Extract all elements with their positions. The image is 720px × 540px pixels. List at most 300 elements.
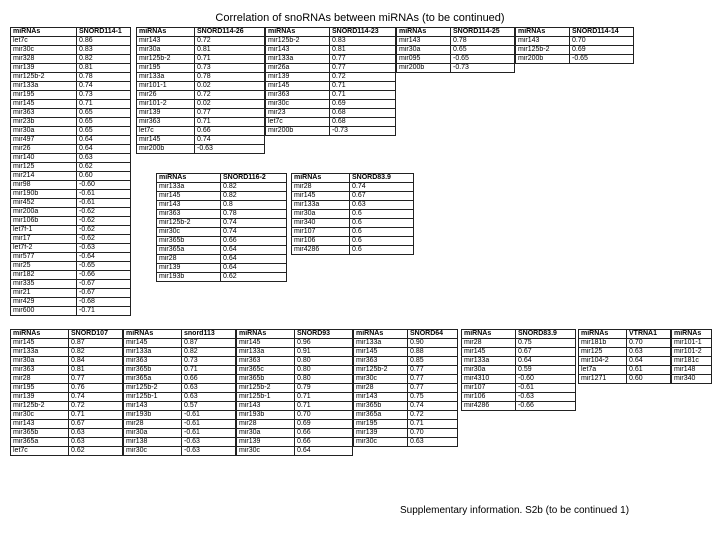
mirna-cell: mir106b [11, 217, 77, 226]
correlation-cell: 0.82 [77, 55, 131, 64]
correlation-cell: 0.77 [69, 375, 123, 384]
column-header: miRNAs [237, 330, 295, 339]
mirna-cell: mir30a [397, 46, 451, 55]
table-row [237, 438, 353, 447]
mirna-cell: mir363 [354, 357, 408, 366]
table-row [137, 82, 265, 91]
mirna-cell: mir145 [124, 339, 182, 348]
table-row [11, 438, 123, 447]
table-row [124, 357, 236, 366]
mirna-cell: mir4310 [462, 375, 516, 384]
table-row [11, 298, 131, 307]
mirna-cell: mir328 [11, 55, 77, 64]
column-header: SNORD93 [295, 330, 353, 339]
mirna-cell: mir143 [137, 37, 195, 46]
mirna-cell: mir28 [124, 420, 182, 429]
correlation-cell: 0.8 [221, 201, 287, 210]
mirna-cell: mir190b [11, 190, 77, 199]
column-header: SNORD114-1 [77, 28, 131, 37]
correlation-cell: 0.91 [295, 348, 353, 357]
mirna-cell: let7c [11, 37, 77, 46]
mirna-cell: mir30c [11, 46, 77, 55]
mirna-cell: mir363 [157, 210, 221, 219]
correlation-cell: 0.69 [330, 100, 396, 109]
table-row [11, 226, 131, 235]
mirna-cell: mir340 [292, 219, 350, 228]
mirna-cell: mir125b-1 [124, 393, 182, 402]
table-row [11, 420, 123, 429]
mirna-cell: mir133a [292, 201, 350, 210]
correlation-cell: 0.81 [195, 46, 265, 55]
mirna-cell: let7c [266, 118, 330, 127]
table-header-row [266, 28, 396, 37]
mirna-cell: mir143 [516, 37, 570, 46]
correlation-cell: 0.63 [350, 201, 414, 210]
table-row [137, 91, 265, 100]
table-snord114-14 [515, 27, 634, 64]
mirna-cell: mir139 [354, 429, 408, 438]
correlation-cell: 0.81 [330, 46, 396, 55]
table-row [137, 118, 265, 127]
table-header-row [462, 330, 576, 339]
table-row [292, 237, 414, 246]
table-row [11, 307, 131, 316]
correlation-cell: 0.87 [69, 339, 123, 348]
table-row [137, 64, 265, 73]
correlation-cell: -0.66 [516, 402, 576, 411]
table-row [354, 339, 458, 348]
correlation-cell: 0.78 [77, 73, 131, 82]
table-row [11, 55, 131, 64]
mirna-cell: mir365b [354, 402, 408, 411]
correlation-cell: 0.68 [330, 118, 396, 127]
table-row [11, 190, 131, 199]
table-row [157, 237, 287, 246]
correlation-cell: 0.62 [69, 447, 123, 456]
table-snord93 [236, 329, 353, 456]
correlation-cell: -0.61 [77, 199, 131, 208]
table-row [11, 429, 123, 438]
table-row [11, 217, 131, 226]
mirna-cell: mir133a [354, 339, 408, 348]
mirna-cell: mir30a [11, 357, 69, 366]
table-row [11, 384, 123, 393]
mirna-cell: mir143 [11, 420, 69, 429]
table-row [237, 339, 353, 348]
table-row [266, 100, 396, 109]
mirna-cell: mir101-2 [672, 348, 712, 357]
correlation-cell: 0.64 [77, 136, 131, 145]
table-row [137, 145, 265, 154]
table-row [354, 402, 458, 411]
mirna-cell: mir125b-2 [137, 55, 195, 64]
correlation-cell: -0.65 [570, 55, 634, 64]
table-row [124, 393, 236, 402]
mirna-cell: mir200b [516, 55, 570, 64]
correlation-cell: 0.64 [221, 246, 287, 255]
correlation-cell: 0.71 [69, 411, 123, 420]
correlation-cell: 0.74 [69, 393, 123, 402]
correlation-cell: 0.63 [69, 429, 123, 438]
correlation-cell: -0.65 [451, 55, 515, 64]
table-row [354, 429, 458, 438]
column-header: miRNAs [124, 330, 182, 339]
table-row [462, 402, 576, 411]
mirna-cell: mir23 [266, 109, 330, 118]
mirna-cell: mir125 [11, 163, 77, 172]
correlation-cell: 0.65 [451, 46, 515, 55]
table-row [237, 411, 353, 420]
correlation-cell: 0.74 [350, 183, 414, 192]
table-row [11, 172, 131, 181]
table-row [124, 366, 236, 375]
table-row [579, 348, 671, 357]
mirna-cell: mir4286 [292, 246, 350, 255]
table-row [462, 357, 576, 366]
correlation-cell: 0.62 [221, 273, 287, 282]
mirna-cell: mir26a [266, 64, 330, 73]
column-header: SNORD83.9 [516, 330, 576, 339]
column-header: SNORD107 [69, 330, 123, 339]
correlation-cell: 0.81 [69, 366, 123, 375]
table-row [157, 228, 287, 237]
table-row [137, 73, 265, 82]
table-snord64 [353, 329, 458, 447]
correlation-cell: 0.78 [195, 73, 265, 82]
mirna-cell: mir139 [266, 73, 330, 82]
mirna-cell: mir214 [11, 172, 77, 181]
table-row [11, 411, 123, 420]
column-header: SNORD64 [408, 330, 458, 339]
correlation-cell: -0.65 [77, 262, 131, 271]
mirna-cell: mir28 [237, 420, 295, 429]
table-row [11, 447, 123, 456]
correlation-cell: 0.79 [295, 384, 353, 393]
mirna-cell: mir600 [11, 307, 77, 316]
table-row [462, 393, 576, 402]
mirna-cell: let7f-1 [11, 226, 77, 235]
mirna-cell: mir17 [11, 235, 77, 244]
correlation-cell: 0.77 [408, 366, 458, 375]
correlation-cell: 0.82 [221, 192, 287, 201]
mirna-cell: mir125b-2 [157, 219, 221, 228]
mirna-cell: mir143 [124, 402, 182, 411]
correlation-cell: 0.67 [516, 348, 576, 357]
table-row [137, 100, 265, 109]
mirna-cell: mir095 [397, 55, 451, 64]
table-row [11, 280, 131, 289]
middle-table-group [156, 173, 414, 282]
correlation-cell: -0.62 [77, 217, 131, 226]
mirna-cell: mir200b [266, 127, 330, 136]
correlation-cell: 0.84 [69, 357, 123, 366]
mirna-cell: mir101-1 [137, 82, 195, 91]
correlation-cell: 0.74 [195, 136, 265, 145]
mirna-cell: mir4286 [462, 402, 516, 411]
correlation-cell: 0.63 [408, 438, 458, 447]
table-header-row [292, 174, 414, 183]
mirna-cell: mir365c [237, 366, 295, 375]
table-row [579, 375, 671, 384]
mirna-cell: mir28 [292, 183, 350, 192]
table-row [237, 447, 353, 456]
table-row [11, 37, 131, 46]
table-row [266, 82, 396, 91]
correlation-cell: 0.59 [516, 366, 576, 375]
table-row [157, 273, 287, 282]
mirna-cell: mir193b [157, 273, 221, 282]
table-snord116-2 [156, 173, 287, 282]
table-row [237, 429, 353, 438]
mirna-cell: mir101-2 [137, 100, 195, 109]
mirna-cell: mir139 [11, 393, 69, 402]
correlation-cell: -0.63 [77, 244, 131, 253]
mirna-cell: mir200b [397, 64, 451, 73]
correlation-cell: 0.63 [69, 438, 123, 447]
table-row [354, 366, 458, 375]
table-row [11, 402, 123, 411]
correlation-cell: 0.96 [295, 339, 353, 348]
column-header: miRNAs [462, 330, 516, 339]
correlation-cell: -0.60 [77, 181, 131, 190]
correlation-cell: 0.66 [295, 438, 353, 447]
correlation-cell: 0.63 [182, 384, 236, 393]
correlation-cell: 0.77 [408, 384, 458, 393]
correlation-cell: 0.77 [195, 109, 265, 118]
correlation-cell: -0.61 [516, 384, 576, 393]
table-snord83-9-a [291, 173, 414, 255]
correlation-cell: 0.81 [77, 64, 131, 73]
table-row [11, 339, 123, 348]
table-row [579, 357, 671, 366]
correlation-cell: 0.80 [295, 357, 353, 366]
table-row [266, 118, 396, 127]
table-row [157, 255, 287, 264]
table-snord114-25 [396, 27, 515, 73]
table-row [11, 262, 131, 271]
mirna-cell: mir133a [157, 183, 221, 192]
correlation-cell: -0.61 [182, 420, 236, 429]
table-row [292, 201, 414, 210]
table-row [462, 339, 576, 348]
table-row [292, 192, 414, 201]
mirna-cell: mir181c [672, 357, 712, 366]
correlation-cell: 0.72 [330, 73, 396, 82]
mirna-cell: mir145 [266, 82, 330, 91]
bottom-table-group [10, 329, 712, 456]
mirna-cell: mir145 [354, 348, 408, 357]
table-row [462, 366, 576, 375]
table-header-row [11, 330, 123, 339]
correlation-cell: 0.86 [77, 37, 131, 46]
table-row [266, 37, 396, 46]
mirna-cell: mir30c [157, 228, 221, 237]
table-row [137, 136, 265, 145]
correlation-cell: 0.78 [221, 210, 287, 219]
correlation-cell: 0.6 [350, 210, 414, 219]
correlation-cell: 0.85 [408, 357, 458, 366]
mirna-cell: mir363 [237, 357, 295, 366]
correlation-cell: 0.61 [627, 366, 671, 375]
table-row [11, 100, 131, 109]
table-row [11, 82, 131, 91]
table-row [266, 91, 396, 100]
correlation-cell: 0.69 [295, 420, 353, 429]
table-row [672, 339, 712, 348]
table-row [124, 384, 236, 393]
correlation-cell: -0.67 [77, 280, 131, 289]
correlation-cell: -0.73 [451, 64, 515, 73]
table-row [266, 55, 396, 64]
mirna-cell: mir30a [137, 46, 195, 55]
correlation-cell: -0.71 [77, 307, 131, 316]
table-row [11, 199, 131, 208]
correlation-cell: -0.63 [516, 393, 576, 402]
correlation-cell: -0.68 [77, 298, 131, 307]
column-header: SNORD116-2 [221, 174, 287, 183]
table-row [397, 55, 515, 64]
mirna-cell: mir104-2 [579, 357, 627, 366]
mirna-cell: mir28 [462, 339, 516, 348]
column-header: miRNAs [354, 330, 408, 339]
correlation-cell: 0.71 [330, 91, 396, 100]
table-row [11, 181, 131, 190]
table-row [11, 127, 131, 136]
correlation-cell: 0.6 [350, 237, 414, 246]
column-header: miRNAs [516, 28, 570, 37]
mirna-cell: mir363 [11, 109, 77, 118]
correlation-cell: 0.65 [77, 109, 131, 118]
correlation-cell: 0.70 [627, 339, 671, 348]
table-header-row [354, 330, 458, 339]
table-row [11, 145, 131, 154]
footer-caption: Supplementary information. S2b (to be continued 1) [400, 505, 630, 516]
table-row [11, 154, 131, 163]
mirna-cell: mir452 [11, 199, 77, 208]
table-row [266, 64, 396, 73]
mirna-cell: mir30a [292, 210, 350, 219]
table-snord114-23 [265, 27, 396, 136]
correlation-cell: 0.63 [182, 393, 236, 402]
table-row [124, 438, 236, 447]
mirna-cell: mir26 [137, 91, 195, 100]
table-row [11, 163, 131, 172]
correlation-cell: 0.72 [195, 37, 265, 46]
table-row [124, 348, 236, 357]
mirna-cell: mir182 [11, 271, 77, 280]
correlation-cell: 0.66 [295, 429, 353, 438]
table-header-row [579, 330, 671, 339]
mirna-cell: mir125 [579, 348, 627, 357]
column-header: SNORD83.9 [350, 174, 414, 183]
mirna-cell: let7a [579, 366, 627, 375]
mirna-cell: mir143 [354, 393, 408, 402]
table-row [11, 357, 123, 366]
table-row [11, 375, 123, 384]
mirna-cell: mir30c [354, 438, 408, 447]
correlation-cell: 0.64 [295, 447, 353, 456]
correlation-cell: 0.62 [77, 163, 131, 172]
table-row [462, 384, 576, 393]
mirna-cell: mir125b-2 [124, 384, 182, 393]
correlation-cell: 0.63 [77, 154, 131, 163]
correlation-cell: 0.70 [295, 411, 353, 420]
table-row [124, 447, 236, 456]
mirna-cell: mir133a [124, 348, 182, 357]
table-header-row [11, 28, 131, 37]
table-row [266, 46, 396, 55]
correlation-cell: 0.80 [295, 366, 353, 375]
mirna-cell: mir195 [11, 384, 69, 393]
mirna-cell: mir30c [11, 411, 69, 420]
table-row [397, 37, 515, 46]
correlation-cell: 0.82 [69, 348, 123, 357]
mirna-cell: mir363 [124, 357, 182, 366]
correlation-cell: 0.82 [182, 348, 236, 357]
correlation-cell: 0.74 [221, 219, 287, 228]
mirna-cell: mir30a [462, 366, 516, 375]
table-header-row [516, 28, 634, 37]
correlation-cell: 0.88 [408, 348, 458, 357]
column-header: SNORD114-25 [451, 28, 515, 37]
correlation-cell: -0.61 [77, 190, 131, 199]
correlation-cell: 0.74 [77, 82, 131, 91]
mirna-cell: mir200b [137, 145, 195, 154]
table-row [516, 37, 634, 46]
mirna-cell: mir139 [137, 109, 195, 118]
mirna-cell: mir140 [11, 154, 77, 163]
mirna-cell: mir145 [157, 192, 221, 201]
table-row [137, 46, 265, 55]
table-row [11, 348, 123, 357]
correlation-cell: 0.70 [408, 429, 458, 438]
correlation-cell: -0.64 [77, 253, 131, 262]
table-snord107 [10, 329, 123, 456]
table-row [124, 402, 236, 411]
table-row [462, 348, 576, 357]
mirna-cell: mir28 [354, 384, 408, 393]
correlation-cell: 0.74 [221, 228, 287, 237]
table-row [157, 219, 287, 228]
correlation-cell: 0.74 [408, 402, 458, 411]
mirna-cell: mir133a [137, 73, 195, 82]
mirna-cell: let7f-2 [11, 244, 77, 253]
mirna-cell: mir1271 [579, 375, 627, 384]
table-row [292, 246, 414, 255]
correlation-cell: 0.57 [182, 402, 236, 411]
mirna-cell: mir125b-2 [354, 366, 408, 375]
correlation-cell: 0.90 [408, 339, 458, 348]
table-row [124, 339, 236, 348]
column-header: miRNAs [11, 28, 77, 37]
table-row [354, 348, 458, 357]
table-row [292, 210, 414, 219]
mirna-cell: mir365b [157, 237, 221, 246]
table-header-row [157, 174, 287, 183]
correlation-cell: 0.77 [330, 55, 396, 64]
column-header: SNORD114-14 [570, 28, 634, 37]
table-row [292, 228, 414, 237]
mirna-cell: mir143 [157, 201, 221, 210]
mirna-cell: mir133a [237, 348, 295, 357]
mirna-cell: mir365a [157, 246, 221, 255]
table-row [11, 208, 131, 217]
mirna-cell: mir365b [11, 429, 69, 438]
correlation-cell: -0.62 [77, 226, 131, 235]
mirna-cell: mir145 [237, 339, 295, 348]
mirna-cell: mir106 [462, 393, 516, 402]
correlation-cell: 0.82 [221, 183, 287, 192]
